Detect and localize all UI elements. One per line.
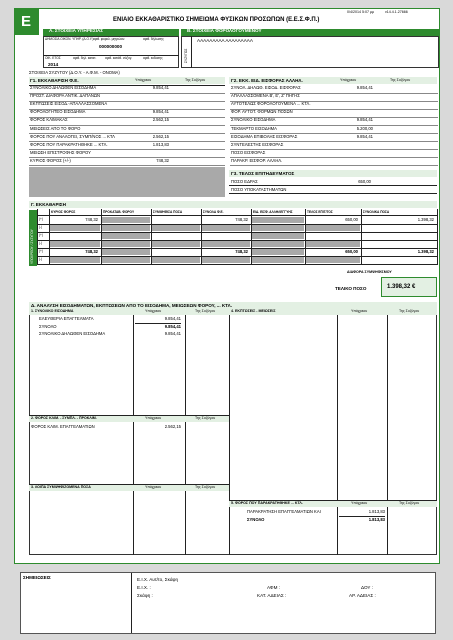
g-row-0-c7: 1.398,32: [417, 217, 434, 222]
form-title: ΕΝΙΑΙΟ ΕΚΚΑΘΑΡΙΣΤΙΚΟ ΣΗΜΕΙΩΜΑ ΦΥΣΙΚΩΝ ΠΡΟΣΩΠΩΝ (Ε.Ε.Σ.Φ.Π.): [113, 17, 320, 23]
g1-title: Γ1. ΕΚΚΑΘΑΡΙΣΗ Φ.Ε.: [30, 78, 79, 83]
g2-row-3-label: ΦΟΡ. ΑΥΤΟΤ. ΦΟΡΜΩΝ ΠΟΣΩΝ: [231, 109, 293, 115]
g-gray-cell: [102, 217, 150, 223]
form-e-logo: Ε: [15, 9, 39, 35]
g3-row-0-value: 650,00: [358, 179, 371, 184]
g-row-5-sign: (-): [39, 257, 43, 261]
g-title: Γ. ΕΚΚΑΘΑΡΙΣΗ: [31, 202, 66, 207]
g-row-0-c6: 650,00: [345, 217, 358, 222]
g1-row-9-value: 748,32: [156, 157, 169, 163]
d5-row-1-value: 1.813,83: [368, 517, 385, 522]
g-gray-cell: [152, 225, 200, 231]
d4-title: 4. ΕΚΠΤΩΣΕΙΣ - ΜΕΙΩΣΕΙΣ: [231, 309, 276, 313]
g2-row-4-label: ΣΥΝΟΛΙΚΟ ΕΙΣΟΔΗΜΑ: [231, 117, 276, 123]
g-gray-cell: [50, 241, 100, 247]
g1-col-spouse: Της Συζύγου: [185, 78, 206, 82]
doy-label: ΔΟΥ :: [361, 585, 373, 590]
g-gray-cell: [306, 257, 360, 263]
g1-row-0-label: ΣΥΝΟΛΙΚΟ ΔΗΛΩΘΕΝ ΕΙΣΟΔΗΜΑ: [30, 85, 97, 90]
service-label: ΔΗΜΟΣΙΑ ΟΙΚΟΝ. ΥΠΗΡ. (Δ.Ο.Υ.): [45, 37, 94, 41]
g2-row-8-label: ΠΟΣΟ ΕΙΣΦΟΡΑΣ: [231, 149, 266, 155]
g1-row-3-value: 9.854,41: [152, 109, 169, 115]
d5-col-spouse: Της Συζύγου: [399, 501, 420, 505]
afm-label: ΑΦΜ :: [267, 585, 280, 590]
g-gray-cell: [202, 241, 250, 247]
g1-row-3-label: ΦΟΡΟΛΟΓΗΤΕΟ ΕΙΣΟΔΗΜΑ: [30, 109, 86, 115]
d-title: Δ. ΑΝΑΛΥΣΗ ΕΙΣΟΔΗΜΑΤΩΝ, ΕΚΠΤΩΣΕΩΝ ΑΠΟ ΤΟ ΕΙΣΟΔΗΜΑ, ΜΕΙΩΣΕΩΝ ΦΟΡΟΥ, ... ΚΤΛ.: [31, 303, 232, 308]
g-col-header-1: ΠΡΟΚΑΤΑΒ. ΦΟΡΟΥ: [103, 210, 135, 214]
spouse-side-label: ΣΥΖΥΓΟΣ: [184, 48, 188, 63]
g1-col-obligated: Υπόχρεου: [135, 78, 152, 82]
g-gray-cell: [202, 225, 250, 231]
g-row-0-sign: (+): [39, 217, 43, 221]
footer-box: [20, 572, 436, 634]
sub-label-3: αριθ. δηλ. κατατ.: [73, 56, 97, 60]
g-gray-cell: [252, 241, 304, 247]
g2-col-obligated: Υπόχρεου: [340, 78, 357, 82]
g-col-header-0: ΚΥΡΙΟΣ ΦΟΡΟΣ: [51, 210, 76, 214]
d1-row-2-label: ΣΥΝΟΛΙΚΟ ΔΗΛΩΘΕΝ ΕΙΣΟΔΗΜΑ: [39, 331, 106, 336]
spouse-info-line: ΣΤΟΙΧΕΙΑ ΣΥΖΥΓΟΥ (Δ.Ο.Υ. - Α.Φ.Μ. - ΟΝΟΜΑ): [29, 70, 120, 75]
license-no-label: ΑΡ. ΑΔΕΙΑΣ :: [349, 593, 376, 598]
g-col-header-6: ΣΥΝΟΛΙΚΑ ΠΟΣΑ: [363, 210, 390, 214]
print-date: 0/4/2014 5:07 μμ: [347, 10, 375, 14]
g1-row-4-value: 2.562,15: [152, 117, 169, 123]
g1-row-5-label: ΜΕΙΩΣΕΙΣ ΑΠΟ ΤΟ ΦΟΡΟ: [30, 125, 81, 131]
g2-row-5-label: ΤΕΚΜΑΡΤΟ ΕΙΣΟΔΗΜΑ: [231, 125, 277, 131]
g-row-0-c4: 748,32: [235, 217, 248, 222]
g-gray-cell: [252, 257, 304, 263]
tax-form-page: [14, 8, 440, 564]
g-gray-cell: [252, 225, 304, 231]
total-label: ΤΕΛΙΚΟ ΠΟΣΟ: [335, 286, 367, 291]
g-row-0-c1: 748,32: [85, 217, 98, 222]
g3-row-1-label: ΠΟΣΟ ΥΠΟΚΑΤΑΣΤΗΜΑΤΩΝ: [231, 187, 287, 192]
g1-empty-area: [29, 167, 225, 197]
d5-row-0-label: ΠΑΡΑΚΡΑΤΗΣΗ ΕΠΑΓΓΕΛΜΑΤΙΩΝ ΚΑΙ: [247, 509, 321, 514]
d5-col-obligated: Υπόχρεου: [351, 501, 368, 505]
year-label: ΟΙΚ. ΕΤΟΣ: [45, 56, 61, 60]
notes-label: ΣΗΜΕΙΩΣΕΙΣ: [23, 575, 51, 580]
d2-col-obligated: Υπόχρεου: [145, 416, 162, 420]
d1-title: 1. ΣΥΝΟΛΙΚΟ ΕΙΣΟΔΗΜΑ: [31, 309, 74, 313]
g-gray-cell: [50, 257, 100, 263]
g2-row-6-value: 9.854,41: [356, 133, 373, 139]
g-row-4-c4: 748,32: [235, 249, 248, 254]
eix-label: Ε.Ι.Χ. :: [137, 585, 151, 590]
g2-row-2-label: ΑΥΤΟΤΕΛΩΣ ΦΟΡΟΛΟΓΟΥΜΕΝΑ ... ΚΤΛ.: [231, 101, 311, 107]
license-cat-label: ΚΑΤ. ΑΔΕΙΑΣ :: [257, 593, 287, 598]
g2-row-0-label: ΣΥΝΟΛ. ΔΗΛΩΘ. ΕΙΣΟΔ. ΕΙΣΦΟΡΑΣ: [231, 85, 301, 90]
g2-row-4-value: 9.854,41: [356, 117, 373, 123]
taxpayer-name: ΑΑΑΑΑΑΑΑΑ ΑΑΑΑΑΑΑΑΑ: [197, 38, 253, 43]
g1-row-0-value: 9.854,41: [152, 85, 169, 90]
g1-row-2-label: ΕΚΠΤΩΣΕΙΣ ΕΙΣΟΔ.-ΑΠΑΛΛΑΣΣΟΜΕΝΑ: [30, 101, 108, 107]
g2-row-7-label: ΣΥΝΤΕΛΕΣΤΗΣ ΕΙΣΦΟΡΑΣ: [231, 141, 284, 147]
g3-title: Γ3. ΤΕΛΟΣ ΕΠΙΤΗΔΕΥΜΑΤΟΣ: [231, 171, 295, 176]
diff-label: ΔΙΑΦΟΡΑ ΣΥΜΨΗΦΙΣΜΟΥ: [347, 270, 392, 274]
g1-row-9-label: ΚΥΡΙΟΣ ΦΟΡΟΣ (+/-): [30, 157, 71, 163]
afm-sub-label: αριθ. φορολ. μητρώου: [93, 37, 125, 41]
g2-title: Γ2. ΕΚΚ. ΕΙΔ. ΕΙΣΦΟΡΑΣ ΑΛΛΗΛ.: [231, 78, 303, 83]
g1-row-8-label: ΜΕΙΩΣΗ ΕΠΙΣΤΡΟΦΗΣ ΦΟΡΟΥ: [30, 149, 91, 155]
section-b-title: Β. ΣΤΟΙΧΕΙΑ ΦΟΡΟΛΟΓΟΥΜΕΝΟΥ: [181, 29, 439, 36]
g-col-header-5: ΤΕΛΟΣ ΕΠΙΤ/ΤΟΣ: [307, 210, 333, 214]
g-row-2-sign: (+): [39, 233, 43, 237]
d3-col-spouse: Της Συζύγου: [195, 485, 216, 489]
g-gray-cell: [252, 217, 304, 223]
d2-title: 2. ΦΟΡΟΣ ΚΛΙΜ. - ΣΥΜΠΛ. - ΠΡΟΚΛΙΜ.: [31, 416, 97, 420]
g2-row-0-value: 9.854,41: [356, 85, 373, 90]
afm-value: 000000000: [99, 44, 122, 49]
g-row-1-sign: (-): [39, 225, 43, 229]
declaration-no-label: αριθ. δήλωσης: [143, 37, 164, 41]
d4-col-obligated: Υπόχρεου: [351, 309, 368, 313]
d1-row-1-value: 9.854,41: [164, 324, 181, 329]
g3-row-0-label: ΠΟΣΟ ΕΔΡΑΣ: [231, 179, 258, 184]
g-gray-cell: [102, 241, 150, 247]
section-a-title: Α. ΣΤΟΙΧΕΙΑ ΥΠΗΡΕΣΙΑΣ: [43, 29, 179, 36]
d2-row-0-value: 2.562,15: [164, 424, 181, 429]
d1-row-0-value: 9.854,41: [164, 316, 181, 321]
g-gray-cell: [202, 257, 250, 263]
boat-label: Σκάφη :: [137, 593, 153, 598]
vehicle-label: Ε.Ι.Χ. Αυτ/το, Σκάφη: [137, 577, 179, 582]
d5-title: 5. ΦΟΡΟΣ ΠΟΥ ΠΑΡΑΚΡΑΤΗΘΗΚΕ ... ΚΤΛ.: [231, 501, 303, 505]
d1-row-0-label: ΕΛΕΥΘΕΡΙΑ ΕΠΑΓΓΕΛΜΑΤΑ: [39, 316, 94, 321]
g-col-header-3: ΣΥΝΟΛΑ Φ.Ε.: [203, 210, 224, 214]
g-row-4-c1: 748,32: [85, 249, 98, 254]
g1-row-4-label: ΦΟΡΟΣ ΚΛΙΜΑΚΑΣ: [30, 117, 68, 123]
g2-row-1-label: ΑΠΑΛΛΑΣΣΟΜΕΝΑ Β', Ε', Ζ' ΠΗΓΗΣ: [231, 93, 300, 99]
g-gray-cell: [306, 241, 360, 247]
g-col-header-4: ΕΙΔ. ΕΙΣΦ. ΑΛΛΗΛΕΓΓΥΗΣ: [253, 210, 293, 214]
g2-col-spouse: Της Συζύγου: [390, 78, 411, 82]
g1-row-1-label: ΠΡΟΣΤ. ΔΙΑΦΟΡΑ ΑΝΤΙΚ. ΔΑΠΑΝΩΝ: [30, 93, 101, 99]
g-gray-cell: [50, 225, 100, 231]
g-gray-cell: [152, 257, 200, 263]
d5-row-0-value: 1.813,83: [368, 509, 385, 514]
g-gray-cell: [102, 257, 150, 263]
g-row-3-sign: (-): [39, 241, 43, 245]
g-row-4-sign: (+): [39, 249, 43, 253]
g2-row-9-label: ΠΑΡΑΚΡ. ΕΙΣΦΟΡ. ΑΛΛΗΛ.: [231, 157, 283, 163]
d1-row-1-label: ΣΥΝΟΛΟ: [39, 324, 57, 329]
d5-row-1-label: ΣΥΝΟΛΟ: [247, 517, 265, 522]
g2-row-5-value: 5.200,00: [356, 125, 373, 131]
total-value: 1.398,32 €: [387, 284, 416, 290]
g1-row-7-label: ΦΟΡΟΣ ΠΟΥ ΠΑΡΑΚΡΑΤΗΘΗΚΕ ... ΚΤΛ.: [30, 141, 108, 147]
d1-col-spouse: Της Συζύγου: [195, 309, 216, 313]
g-gray-cell: [252, 249, 304, 255]
g-gray-cell: [102, 233, 150, 239]
g-gray-cell: [152, 241, 200, 247]
version: v14.4.1.27666: [385, 10, 408, 14]
g-col-header-2: ΣΥΜΨΗΦΙΣΑ ΠΟΣΑ: [153, 210, 183, 214]
g-row-4-c6: 650,00: [345, 249, 358, 254]
g-gray-cell: [252, 233, 304, 239]
g-gray-cell: [102, 249, 150, 255]
d2-row-0-label: ΦΟΡΟΣ ΚΛΙΜ. ΕΠΑΓΓΕΛΜΑΤΙΩΝ: [31, 424, 95, 429]
g-header-bg: [29, 201, 437, 208]
g-gray-cell: [102, 225, 150, 231]
sub-label-5: αριθ. εκδοσης: [143, 56, 163, 60]
d3-col-obligated: Υπόχρεου: [145, 485, 162, 489]
g2-row-6-label: ΕΙΣΟΔΗΜΑ ΕΠΙΒΟΛΗΣ ΕΙΣΦΟΡΑΣ: [231, 133, 298, 139]
g1-row-6-value: 2.562,15: [152, 133, 169, 139]
d4-col-spouse: Της Συζύγου: [399, 309, 420, 313]
tax-year: 2014: [48, 62, 59, 67]
g-gray-cell: [306, 225, 360, 231]
g1-row-7-value: 1.813,83: [152, 141, 169, 147]
sub-label-4: αριθ. κατάθ. σύζυγ.: [105, 56, 133, 60]
d2-col-spouse: Της Συζύγου: [195, 416, 216, 420]
g-row-4-c7: 1.398,32: [417, 249, 434, 254]
d1-row-2-value: 9.854,41: [164, 331, 181, 336]
g1-row-6-label: ΦΟΡΟΣ ΠΟΥ ΑΝΑΛΟΓΕΙ, ΣΥΜΠ/ΝΟΣ ... ΚΤΛ: [30, 133, 115, 139]
d1-col-obligated: Υπόχρεου: [145, 309, 162, 313]
g-side-label: ΥΠΟΧΡΕΟΥ / ΣΥΖΥΓΟΥ: [30, 229, 34, 264]
d3-title: 3. ΛΟΙΠΑ ΣΥΜΨΗΦΙΖΟΜΕΝΑ ΠΟΣΑ: [31, 485, 91, 489]
